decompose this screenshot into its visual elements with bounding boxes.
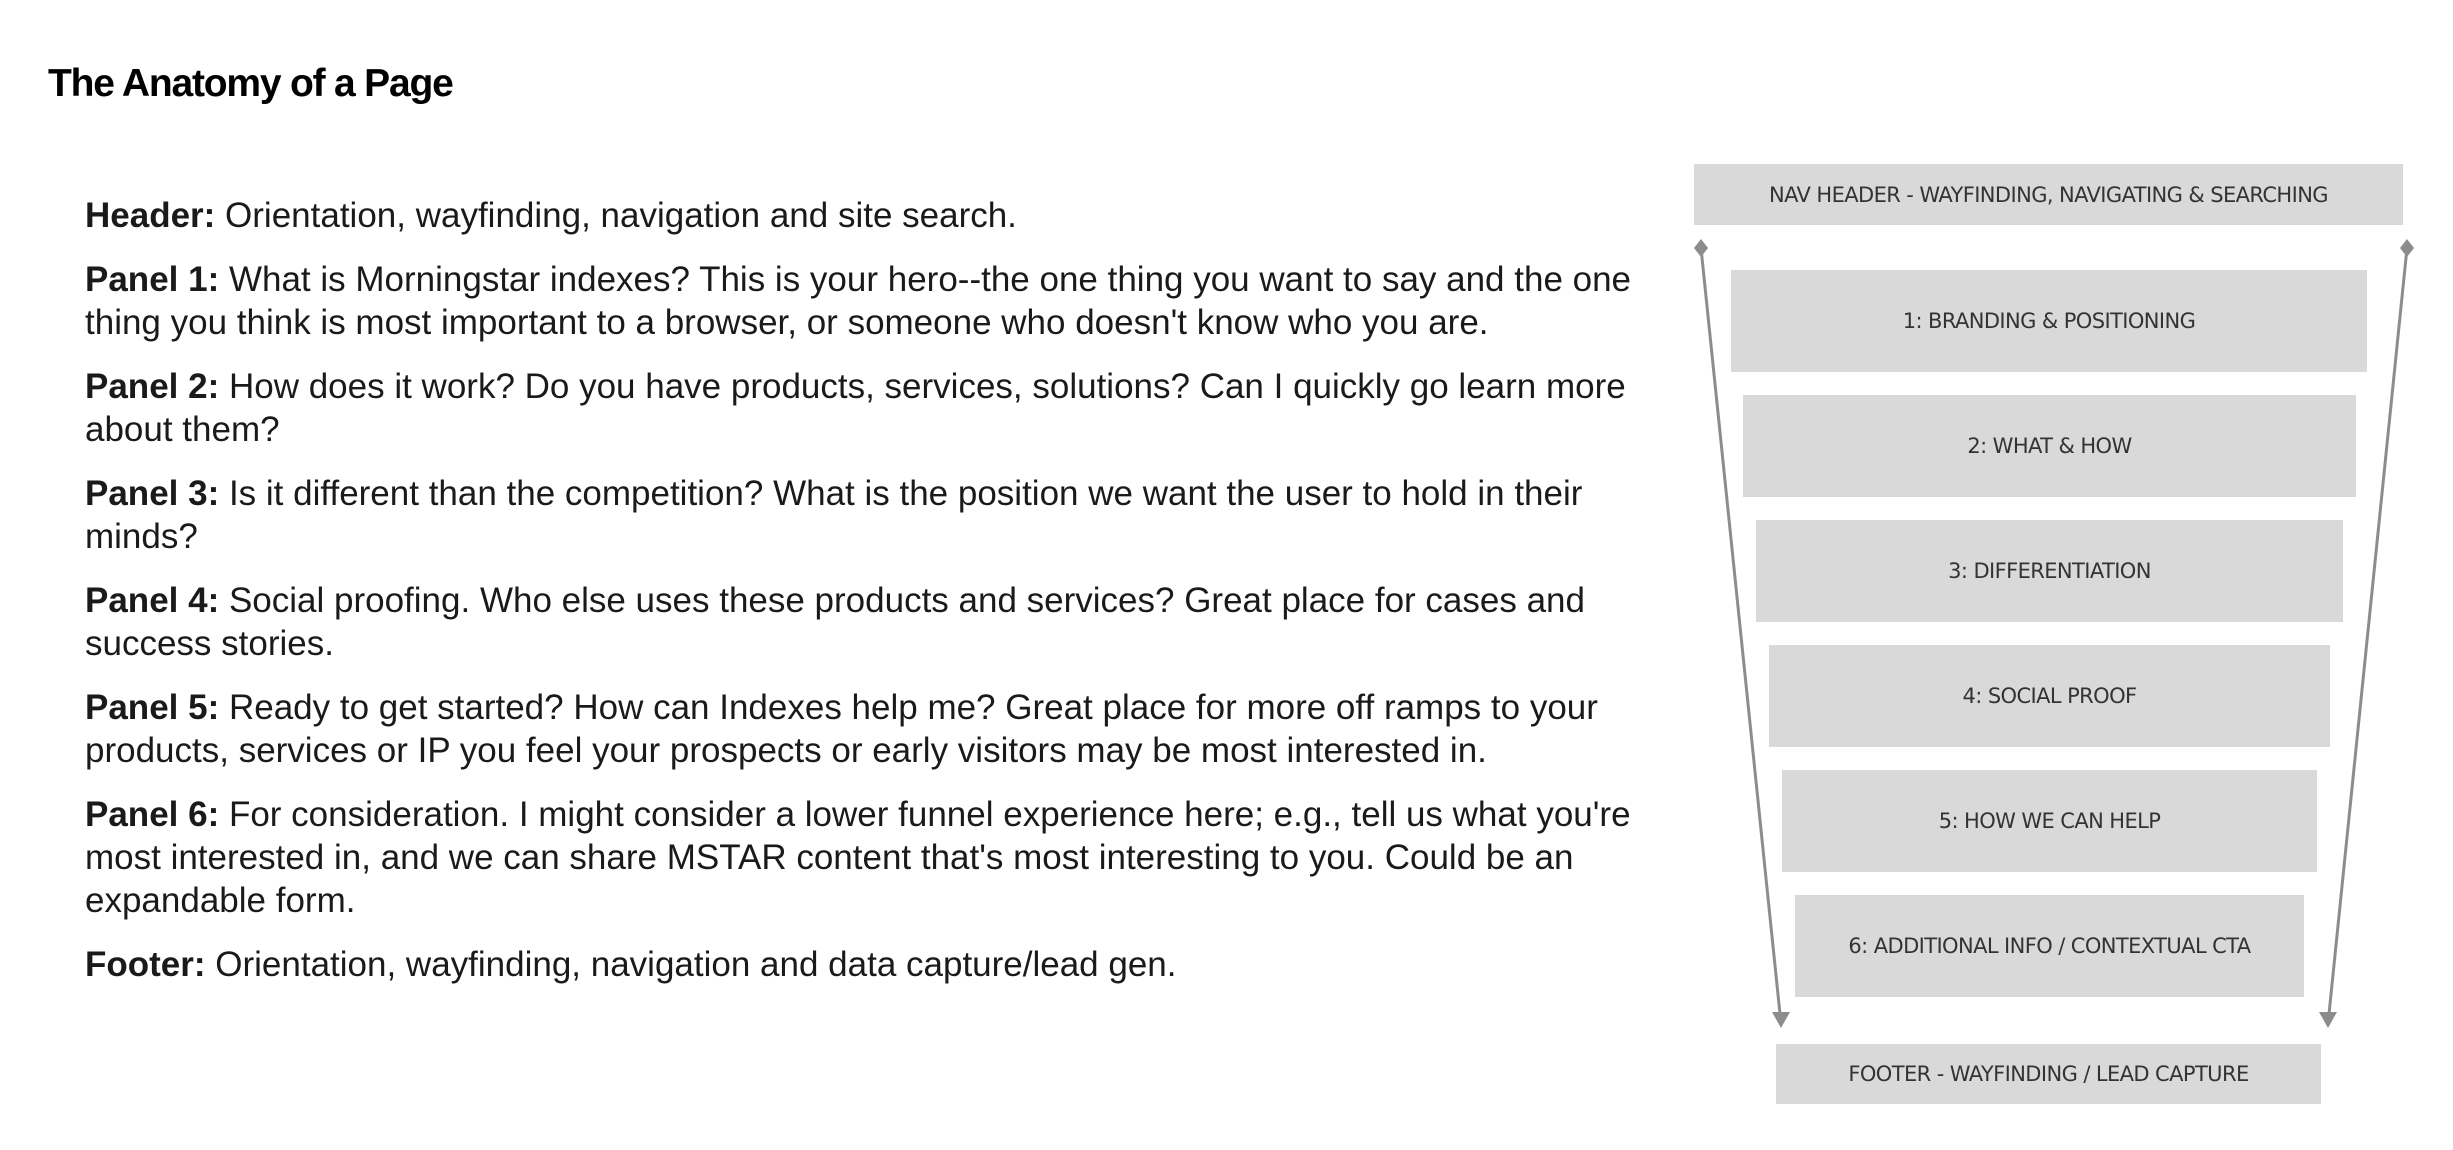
- note-panel-1: [85, 258, 1665, 344]
- note-label: Panel 6:: [85, 795, 220, 834]
- annotation-list: [85, 194, 1665, 1007]
- note-panel-2: [85, 365, 1665, 451]
- note-text: What is Morningstar indexes? This is your hero--the one thing you want to say and the one thing you think is most important to a browser, or someone who doesn't know who you are.: [85, 260, 1632, 342]
- note-label: Panel 5:: [85, 688, 220, 727]
- footer-block: FOOTER - WAYFINDING / LEAD CAPTURE: [1776, 1044, 2321, 1104]
- note-label: Footer:: [85, 945, 206, 984]
- note-text: Is it different than the competition? What is the position we want the user to hold in their minds?: [85, 474, 1583, 556]
- right-arrow-head: [2319, 1012, 2337, 1028]
- nav-header-block: NAV HEADER - WAYFINDING, NAVIGATING & SEARCHING: [1694, 164, 2403, 225]
- note-label: Panel 3:: [85, 474, 220, 513]
- note-text: Orientation, wayfinding, navigation and data capture/lead gen.: [205, 945, 1177, 984]
- panel-4-block: 4: SOCIAL PROOF: [1769, 645, 2330, 747]
- panel-3-block: 3: DIFFERENTIATION: [1756, 520, 2343, 622]
- note-text: Ready to get started? How can Indexes help me? Great place for more off ramps to your products, services or IP you feel your prospects or early visitors may be most interested in.: [85, 688, 1598, 770]
- page-title: The Anatomy of a Page: [48, 62, 453, 105]
- panel-5-block: 5: HOW WE CAN HELP: [1782, 770, 2317, 872]
- panel-2-block: 2: WHAT & HOW: [1743, 395, 2356, 497]
- note-label: Header:: [85, 196, 216, 235]
- note-text: How does it work? Do you have products, services, solutions? Can I quickly go learn more about them?: [85, 367, 1626, 449]
- note-footer: [85, 943, 1665, 986]
- left-arrow-head: [1772, 1012, 1790, 1028]
- note-text: Orientation, wayfinding, navigation and site search.: [215, 196, 1017, 235]
- note-text: Social proofing. Who else uses these products and services? Great place for cases and success stories.: [85, 581, 1585, 663]
- note-panel-4: [85, 579, 1665, 665]
- note-label: Panel 4:: [85, 581, 220, 620]
- note-panel-5: [85, 686, 1665, 772]
- note-panel-3: [85, 472, 1665, 558]
- note-text: For consideration. I might consider a lower funnel experience here; e.g., tell us what you're most interested in, and we can share MSTAR content that's most interesting to you. Could be an expandable form.: [85, 795, 1631, 920]
- left-arrow-tail-diamond: [1694, 239, 1708, 257]
- note-panel-6: [85, 793, 1665, 922]
- right-arrow-tail-diamond: [2400, 239, 2414, 257]
- panel-1-block: 1: BRANDING & POSITIONING: [1731, 270, 2367, 372]
- page-anatomy-diagram: [1680, 150, 2440, 1130]
- panel-6-block: 6: ADDITIONAL INFO / CONTEXTUAL CTA: [1795, 895, 2304, 997]
- note-label: Panel 2:: [85, 367, 220, 406]
- note-header: [85, 194, 1665, 237]
- note-label: Panel 1:: [85, 260, 220, 299]
